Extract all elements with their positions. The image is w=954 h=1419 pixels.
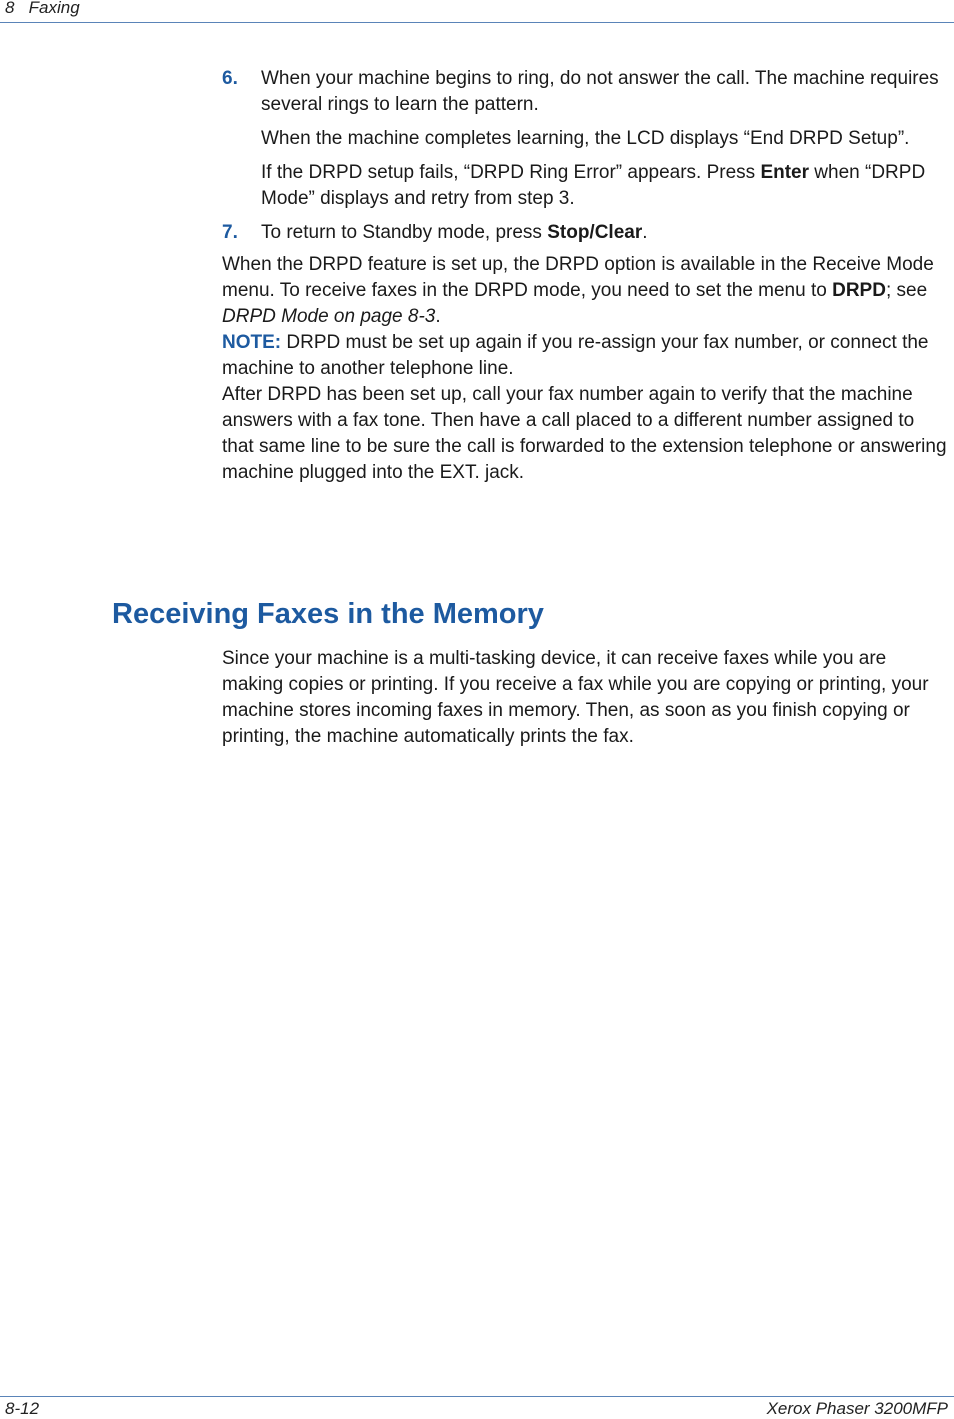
step-number: 6.: [222, 68, 238, 89]
chapter-title: 8 Faxing: [5, 0, 80, 17]
enter-key-label: Enter: [760, 162, 810, 183]
drpd-menu-label: DRPD: [832, 280, 886, 301]
section-body: Since your machine is a multi-tasking device, it can receive faxes while you are making copies or printing. If you receive a fax while you are copying or printing, your machine stores incoming faxes in memory. Then, as soon as you finish copying or printing, the machine automatically prints the fax.: [222, 648, 929, 747]
step-number: 7.: [222, 222, 238, 243]
page-header: [0, 0, 954, 23]
step-6: [222, 66, 950, 212]
main-content: [222, 66, 950, 486]
section-heading: Receiving Faxes in the Memory: [112, 598, 544, 630]
note-label: NOTE:: [222, 332, 282, 353]
step-6-learning-text: When the machine completes learning, the LCD displays “End DRPD Setup”.: [261, 128, 910, 149]
product-name: Xerox Phaser 3200MFP: [766, 1399, 948, 1418]
step-7: [222, 220, 950, 246]
step-7-text: To return to Standby mode, press Stop/Clear.: [261, 222, 648, 243]
page-footer: [0, 1396, 954, 1419]
stop-clear-key-label: Stop/Clear: [547, 222, 643, 243]
step-6-error-text: If the DRPD setup fails, “DRPD Ring Error” appears. Press Enter when “DRPD Mode” displays and retry from step 3.: [261, 162, 926, 209]
cross-reference-link[interactable]: DRPD Mode on page 8-3: [222, 306, 436, 327]
verify-paragraph: After DRPD has been set up, call your fax number again to verify that the machine answers with a fax tone. Then have a call placed to a different number assigned to that same line to be sure the call is forwarded to the extension telephone or answering machine plugged into the EXT. jack.: [222, 384, 947, 483]
note-paragraph: [222, 330, 950, 382]
note-text: DRPD must be set up again if you re-assign your fax number, or connect the machine to another telephone line.: [222, 332, 929, 379]
page-number: 8-12: [5, 1399, 40, 1418]
receive-mode-paragraph: When the DRPD feature is set up, the DRPD option is available in the Receive Mode menu. To receive faxes in the DRPD mode, you need to set the menu to DRPD; see DRPD Mode on page 8-3.: [222, 254, 934, 327]
step-6-text: When your machine begins to ring, do not answer the call. The machine requires several rings to learn the pattern.: [261, 68, 939, 115]
